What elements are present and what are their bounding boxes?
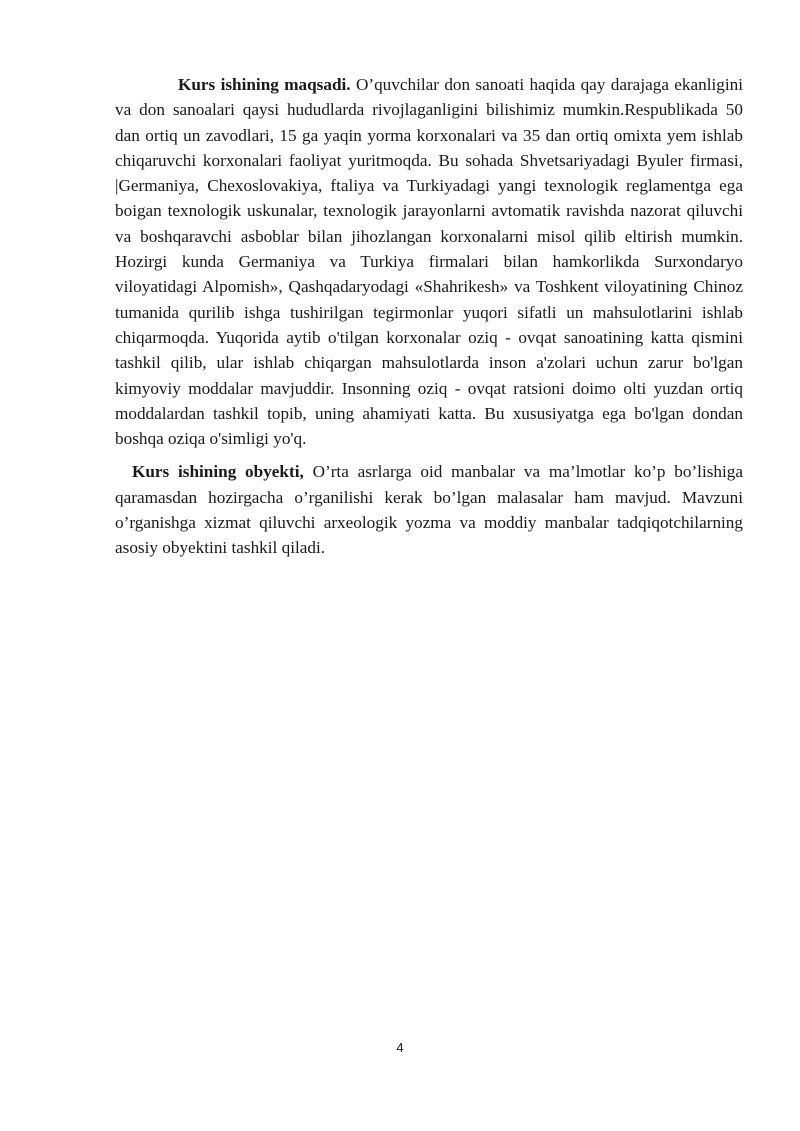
heading-course-purpose: Kurs ishining maqsadi. [178,75,351,94]
paragraph-course-purpose [115,72,743,451]
heading-course-object: Kurs ishining obyekti, [132,462,304,482]
text-course-object: O’rta asrlarga oid manbalar va ma’lmotlar ko’p bo’lishiga qaramasdan hozirgacha o’rganilishi kerak bo’lgan malasalar ham mavjud. Mavzuni o’rganishga xizmat qiluvchi arxeologik yozma va moddiy manbalar tadqiqotchilarning asosiy obyektini tashkil qiladi. [115,462,743,558]
page-number: 4 [396,1040,404,1055]
text-course-purpose: O’quvchilar don sanoati haqida qay darajaga ekanligini va don sanoalari qaysi hududlarda rivojlaganligini bilishimiz mumkin.Respublikada 50 dan ortiq un zavodlari, 15 ga yaqin yorma korxonalari va 35 dan ortiq omixta yem ishlab chiqaruvchi korxonalari faoliyat yuritmoqda. Bu sohada Shvetsariyadagi Byuler firmasi, |Germaniya, Chexoslovakiya, ftaliya va Turkiyadagi yangi texnologik reglamentga ega boigan texnologik uskunalar, texnologik jarayonlarni avtomatik ravishda nazorat qiluvchi va boshqaravchi asboblar bilan jihozlangan korxonalarni misol qilib eltirish mumkin. Hozirgi kunda Germaniya va Turkiya firmalari bilan hamkorlikda Surxondaryo viloyatidagi Alpomish», Qashqadaryodagi «Shahrikesh» va Toshkent viloyatining Chinoz tumanida qurilib ishga tushirilgan tegirmonlar yuqori sifatli un mahsulotlarini ishlab chiqarmoqda. Yuqorida aytib o'tilgan korxonalar oziq - ovqat sanoatining katta qismini tashkil qilib, ular ishlab chiqargan mahsulotlarda inson a'zolari uchun zarur bo'lgan kimyoviy moddalar mavjuddir. Insonning oziq - ovqat ratsioni doimo olti yuzdan ortiq moddalardan tashkil topib, uning ahamiyati katta. Bu xususiyatga ega bo'lgan dondan boshqa oziqa o'simligi yo'q. [115,75,744,449]
document-body [115,72,743,561]
paragraph-course-object [115,459,743,560]
